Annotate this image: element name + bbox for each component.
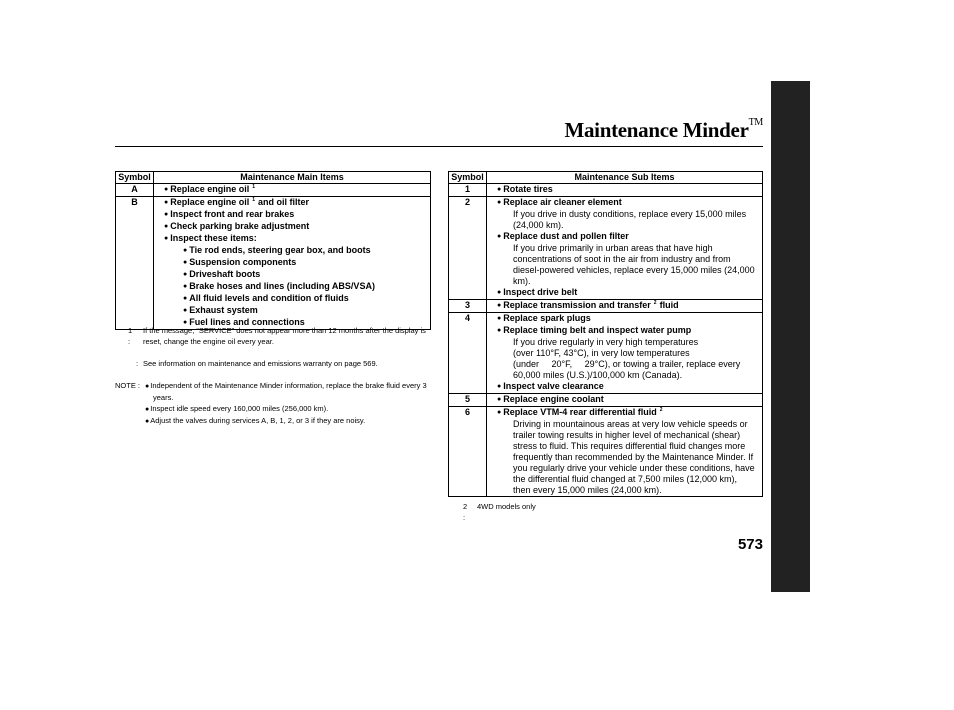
items-cell — [154, 197, 431, 330]
list-subitem: ● Brake hoses and lines (including ABS/VSA) — [156, 281, 428, 293]
list-subitem: ● Fuel lines and connections — [156, 317, 428, 329]
footnote-ref: 1 — [252, 184, 256, 190]
footnote-label: : — [136, 359, 139, 368]
symbol-cell: 5 — [449, 394, 487, 407]
chapter-side-tab — [771, 81, 810, 592]
item-description: If you drive primarily in urban areas that have high concentrations of soot in the air from industry and from diesel-powered vehicles, replace every 15,000 miles (24,000 km). — [513, 243, 755, 286]
footnote-ref: 1 — [252, 197, 256, 203]
list-subitem: ● Tie rod ends, steering gear box, and boots — [156, 245, 428, 257]
note-item: ● Inspect idle speed every 160,000 miles (256,000 km). — [145, 403, 427, 415]
table-header-row — [449, 172, 763, 184]
items-header: Maintenance Main Items — [154, 172, 431, 184]
symbol-cell: 3 — [449, 300, 487, 313]
list-item: ● Replace air cleaner element — [489, 197, 760, 209]
list-item: ● Replace engine oil $^1$ and oil filter — [156, 197, 428, 209]
list-item: ● Replace timing belt and inspect water pump — [489, 325, 760, 337]
items-cell — [487, 300, 763, 313]
items-cell — [487, 394, 763, 407]
items-cell — [487, 197, 763, 300]
symbol-cell: 1 — [449, 184, 487, 197]
list-item: ● Inspect valve clearance — [489, 381, 760, 393]
footnote-text: 4WD models only — [477, 502, 536, 511]
note-label: NOTE : — [115, 381, 141, 390]
table-row — [449, 184, 763, 197]
note-item: ● Adjust the valves during services A, B, 1, 2, or 3 if they are noisy. — [145, 415, 427, 427]
footnote-label: 1 : — [128, 326, 133, 346]
symbol-cell: 4 — [449, 313, 487, 394]
list-item: ● Inspect drive belt — [489, 287, 760, 299]
item-description-line: If you drive regularly in very high temperatures — [513, 337, 699, 347]
table-row — [449, 394, 763, 407]
footnote-ref: 2 — [653, 300, 657, 306]
symbol-cell: 6 — [449, 407, 487, 497]
list-item: ● Replace VTM-4 rear differential fluid $^2$ — [489, 407, 760, 419]
footnote-text: See information on maintenance and emissions warranty on page 569. — [143, 359, 378, 368]
table-row — [449, 407, 763, 497]
table-row — [449, 300, 763, 313]
list-item: ● Replace spark plugs — [489, 313, 760, 325]
list-item: ● Replace dust and pollen filter — [489, 231, 760, 243]
list-subitem: ● Exhaust system — [156, 305, 428, 317]
item-description: If you drive in dusty conditions, replace every 15,000 miles (24,000 km). — [513, 209, 747, 230]
list-subitem: ● All fluid levels and condition of fluids — [156, 293, 428, 305]
table-header-row — [116, 172, 431, 184]
list-item: ● Check parking brake adjustment — [156, 221, 428, 233]
items-cell — [487, 184, 763, 197]
trademark-mark: TM — [748, 117, 763, 128]
title-rule — [115, 146, 763, 147]
table-row — [116, 184, 431, 197]
items-cell — [154, 184, 431, 197]
symbol-cell: 2 — [449, 197, 487, 300]
table-row — [449, 313, 763, 394]
symbol-header: Symbol — [116, 172, 154, 184]
footnote-ref: 2 — [659, 407, 663, 413]
list-item: ● Replace engine oil $^1$ — [156, 184, 428, 196]
list-item: ● Inspect these items: — [156, 233, 428, 245]
list-item: ● Inspect front and rear brakes — [156, 209, 428, 221]
table-row — [449, 197, 763, 300]
page-title: Maintenance Minder™ — [564, 117, 763, 142]
list-item: ● Replace engine coolant — [489, 394, 760, 406]
symbol-cell: A — [116, 184, 154, 197]
list-item: ● Rotate tires — [489, 184, 760, 196]
page-number: 573 — [737, 536, 763, 553]
list-subitem: ● Suspension components — [156, 257, 428, 269]
symbol-cell: B — [116, 197, 154, 330]
item-description-line: (under 20°F, 29°C), or towing a trailer, replace every — [513, 359, 741, 369]
item-description-line: 60,000 miles (U.S.)/100,000 km (Canada). — [513, 370, 683, 380]
maintenance-main-items-table — [115, 171, 431, 330]
maintenance-sub-items-table — [448, 171, 763, 497]
list-subitem: ● Driveshaft boots — [156, 269, 428, 281]
note-item: ● Independent of the Maintenance Minder information, replace the brake fluid every 3 years. — [145, 380, 427, 403]
symbol-header: Symbol — [449, 172, 487, 184]
list-item: ● Replace transmission and transfer $^2$ fluid — [489, 300, 760, 312]
items-header: Maintenance Sub Items — [487, 172, 763, 184]
item-description: Driving in mountainous areas at very low vehicle speeds or trailer towing results in higher level of mechanical (shear) stress to fluid. This requires differential fluid changes more frequently than recommended by the Maintenance Minder. If you regularly drive your vehicle under these conditions, have the differential fluid changed at 7,500 miles (12,000 km), then every 15,000 miles (24,000 km). — [513, 419, 755, 495]
table-row — [116, 197, 431, 330]
item-description-line: (over 110°F, 43°C), in very low temperatures — [513, 348, 690, 358]
footnote-text: If the message, “SERVICE” does not appear more than 12 months after the display is reset, change the engine oil every year. — [143, 326, 426, 346]
items-cell — [487, 407, 763, 497]
footnote-label: 2 : — [463, 502, 468, 522]
items-cell — [487, 313, 763, 394]
